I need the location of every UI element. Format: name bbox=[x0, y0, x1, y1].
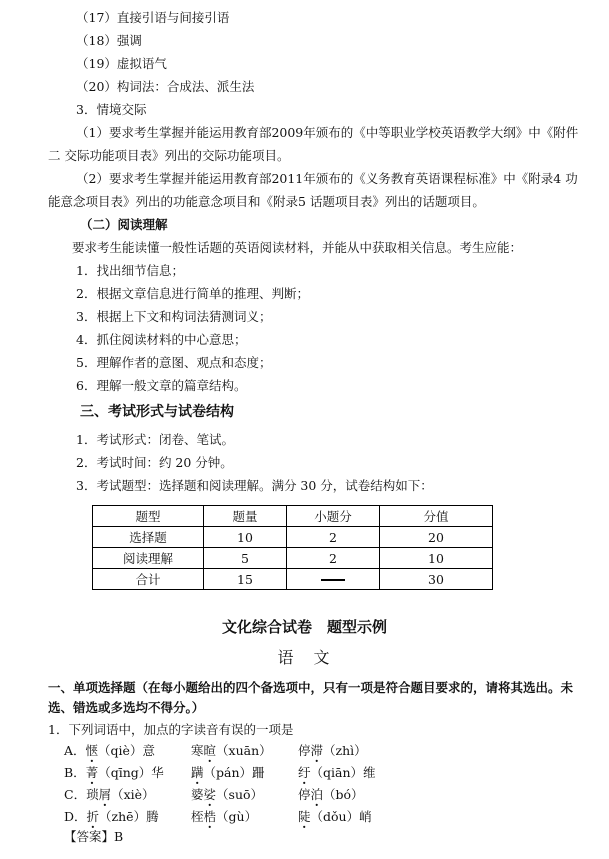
option-label: B． bbox=[64, 765, 86, 780]
reading-item: 6．理解一般文章的篇章结构。 bbox=[76, 378, 247, 393]
dotted-char: 陡 bbox=[298, 809, 311, 824]
answer-text: 【答案】B bbox=[64, 829, 124, 844]
reading-item: 4．抓住阅读材料的中心意思； bbox=[76, 332, 247, 347]
option-a bbox=[64, 743, 155, 759]
exam-item: 1．考试形式：闭卷、笔试。 bbox=[76, 432, 234, 447]
table-cell: 5 bbox=[204, 548, 287, 569]
table-cell: 10 bbox=[380, 548, 493, 569]
table-header-cell: 题型 bbox=[93, 506, 204, 527]
option-c bbox=[64, 787, 155, 803]
dotted-char: 泊 bbox=[310, 787, 324, 802]
dotted-char: 屑 bbox=[98, 787, 112, 802]
dotted-char: 滞 bbox=[310, 743, 324, 758]
option-b-word-3 bbox=[298, 765, 376, 781]
table-header-cell: 小题分 bbox=[287, 506, 380, 527]
exam-structure-table bbox=[92, 505, 493, 590]
sample-title: 文化综合试卷 题型示例 bbox=[221, 618, 387, 636]
table-total-row bbox=[93, 569, 493, 590]
grammar-item: （19）虚拟语气 bbox=[76, 56, 167, 71]
word-suffix: （gù） bbox=[216, 809, 258, 824]
grammar-item: （17）直接引语与间接引语 bbox=[76, 10, 230, 25]
word-prefix: 桎 bbox=[191, 809, 204, 824]
word-suffix: （zhē）腾 bbox=[99, 809, 159, 824]
table-row bbox=[93, 527, 493, 548]
table-cell: 选择题 bbox=[93, 527, 204, 548]
option-label: A． bbox=[64, 743, 86, 758]
table-cell: 20 bbox=[380, 527, 493, 548]
table-header-cell: 分值 bbox=[380, 506, 493, 527]
dotted-char: 菁 bbox=[85, 765, 99, 780]
situational-heading: 3．情境交际 bbox=[76, 102, 147, 117]
table-header-row bbox=[93, 506, 493, 527]
option-b-word-2 bbox=[191, 765, 265, 781]
word-suffix: （qīng）华 bbox=[98, 765, 164, 780]
table-cell: 15 bbox=[204, 569, 287, 590]
dotted-char: 折 bbox=[86, 809, 100, 824]
reading-item: 5．理解作者的意图、观点和态度； bbox=[76, 355, 272, 370]
dash-mark bbox=[321, 579, 345, 581]
dotted-char: 蹒 bbox=[191, 765, 204, 780]
question-text: 1．下列词语中，加点的字读音有误的一项是 bbox=[48, 722, 294, 737]
dotted-char: 纡 bbox=[298, 765, 311, 780]
reading-intro: 要求考生能读懂一般性话题的英语阅读材料，并能从中获取相关信息。考生应能： bbox=[72, 240, 523, 255]
dotted-char: 娑 bbox=[203, 787, 217, 802]
exam-heading: 三、考试形式与试卷结构 bbox=[80, 404, 234, 420]
word-prefix: 停 bbox=[298, 743, 311, 758]
option-label: C． bbox=[64, 787, 87, 802]
exam-item: 3．考试题型：选择题和阅读理解。满分 30 分，试卷结构如下： bbox=[76, 478, 433, 493]
option-d bbox=[64, 809, 159, 825]
table-cell: 2 bbox=[287, 548, 380, 569]
table-cell: 2 bbox=[287, 527, 380, 548]
word-suffix: （pán）跚 bbox=[203, 765, 265, 780]
option-d-word-2 bbox=[191, 809, 257, 825]
subject-title: 语 文 bbox=[277, 648, 332, 667]
table-header-cell: 题量 bbox=[204, 506, 287, 527]
word-prefix: 婆 bbox=[191, 787, 204, 802]
word-suffix: （xuān） bbox=[216, 743, 272, 758]
word-prefix: 琐 bbox=[86, 787, 99, 802]
option-c-word-2 bbox=[191, 787, 263, 803]
table-cell-dash bbox=[287, 569, 380, 590]
section-instruction: 一、单项选择题（在每小题给出的四个备选项中，只有一项是符合题目要求的，请将其选出。未 bbox=[48, 680, 574, 695]
table-cell: 阅读理解 bbox=[93, 548, 204, 569]
table-cell: 10 bbox=[204, 527, 287, 548]
grammar-item: （20）构词法：合成法、派生法 bbox=[76, 79, 255, 94]
situational-paragraph-2-cont: 能意念项目表》列出的功能意念项目和《附录5 话题项目表》列出的话题项目。 bbox=[48, 194, 485, 209]
exam-item: 2．考试时间：约 20 分钟。 bbox=[76, 455, 233, 470]
word-suffix: （suō） bbox=[216, 787, 264, 802]
option-b bbox=[64, 765, 164, 781]
dotted-char: 惬 bbox=[85, 743, 99, 758]
word-suffix: （xiè） bbox=[111, 787, 155, 802]
reading-item: 3．根据上下文和构词法猜测词义； bbox=[76, 309, 272, 324]
table-cell: 合计 bbox=[93, 569, 204, 590]
situational-paragraph-1: （1）要求考生掌握并能运用教育部2009年颁布的《中等职业学校英语教学大纲》中《附件 bbox=[76, 125, 579, 140]
word-prefix: 停 bbox=[298, 787, 311, 802]
table-cell: 30 bbox=[380, 569, 493, 590]
dotted-char: 梏 bbox=[203, 809, 217, 824]
option-a-word-2 bbox=[191, 743, 272, 759]
reading-item: 1．找出细节信息； bbox=[76, 263, 184, 278]
section-instruction-cont: 选、错选或多选均不得分。） bbox=[48, 700, 205, 715]
dotted-char: 暄 bbox=[203, 743, 217, 758]
situational-paragraph-1-cont: 二 交际功能项目表》列出的交际功能项目。 bbox=[48, 148, 290, 163]
word-suffix: （qiè）意 bbox=[98, 743, 155, 758]
reading-item: 2．根据文章信息进行简单的推理、判断； bbox=[76, 286, 309, 301]
word-suffix: （qiān）维 bbox=[310, 765, 376, 780]
word-suffix: （zhì） bbox=[323, 743, 367, 758]
table-row bbox=[93, 548, 493, 569]
option-label: D． bbox=[64, 809, 87, 824]
word-suffix: （bó） bbox=[323, 787, 364, 802]
word-suffix: （dǒu）峭 bbox=[310, 809, 372, 824]
reading-heading: （二）阅读理解 bbox=[80, 217, 168, 232]
situational-paragraph-2: （2）要求考生掌握并能运用教育部2011年颁布的《义务教育英语课程标准》中《附录4 功 bbox=[76, 171, 578, 186]
grammar-item: （18）强调 bbox=[76, 33, 142, 48]
option-c-word-3 bbox=[298, 787, 364, 803]
word-prefix: 寒 bbox=[191, 743, 204, 758]
option-d-word-3 bbox=[298, 809, 372, 825]
option-a-word-3 bbox=[298, 743, 367, 759]
